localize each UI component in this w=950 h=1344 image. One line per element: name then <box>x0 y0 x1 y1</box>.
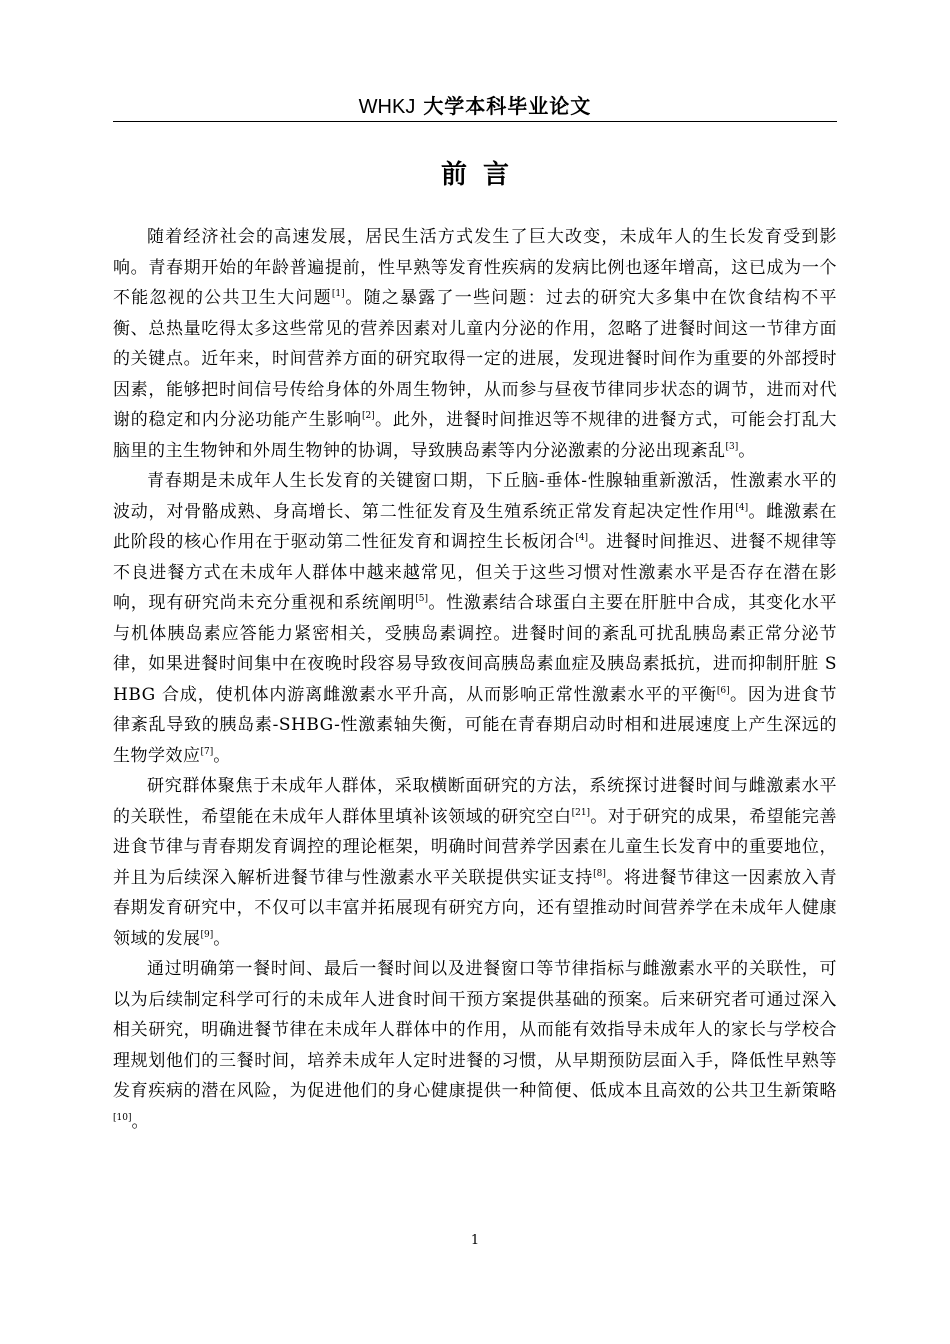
text-run: 。因为进食节律紊乱导致的胰岛素-SHBG-性激素轴失衡，可能在青春期启动时相和进展速度上产生深远的生物学效应 <box>113 684 837 766</box>
text-run: 。 <box>131 1111 149 1132</box>
text-run: 青春期是未成年人生长发育的关键窗口期，下丘脑-垂体-性腺轴重新激活，性激素水平的波动，对骨骼成熟、身高增长、第二性征发育及生殖系统正常发育起决定性作用 <box>113 471 837 522</box>
text-run: 。随之暴露了一些问题：过去的研究大多集中在饮食结构不平衡、总热量吃得太多这些常见的营养因素对儿童内分泌的作用，忽略了进餐时间这一节律方面的关键点。近年来，时间营养方面的研究取得一定的进展，发现进餐时间作为重要的外部授时因素，能够把时间信号传给身体的外周生物钟，从而参与昼夜节律同步状态的调节，进而对代谢的稳定和内分泌功能产生影响 <box>113 288 838 430</box>
paragraph <box>113 466 837 771</box>
body-text <box>113 222 837 1137</box>
header-divider <box>113 121 837 122</box>
citation-marker: [6] <box>716 685 730 696</box>
text-run: 。 <box>213 928 231 949</box>
text-run: 研究群体聚焦于未成年人群体，采取横断面研究的方法，系统探讨进餐时间与雌激素水平的关联性，希望能在未成年人群体里填补该领域的研究空白 <box>113 776 837 827</box>
text-run: 。此外，进餐时间推迟等不规律的进餐方式，可能会打乱大脑里的主生物钟和外周生物钟的协调，导致胰岛素等内分泌激素的分泌出现紊乱 <box>113 410 837 461</box>
citation-marker: [3] <box>725 441 739 452</box>
citation-marker: [5] <box>415 594 429 604</box>
citation-marker: [4] <box>735 502 749 513</box>
citation-marker: [7] <box>200 746 214 757</box>
running-header <box>113 93 837 120</box>
text-run: 。性激素结合球蛋白主要在肝脏中合成，其变化水平与机体胰岛素应答能力紧密相关，受胰岛素调控。进餐时间的紊乱可扰乱胰岛素正常分泌节律，如果进餐时间集中在夜晚时段容易导致夜间高胰岛素血症及胰岛素抵抗，进而抑制肝脏 SHBG 合成，使机体内游离雌激素水平升高，从而影响正常性激素水平的平衡 <box>113 593 837 705</box>
citation-marker: [9] <box>200 929 214 940</box>
citation-marker: [10] <box>113 1112 132 1123</box>
citation-marker: [2] <box>361 411 375 421</box>
citation-marker: [4] <box>575 533 589 543</box>
paragraph <box>113 954 837 1137</box>
text-run: 。雌激素在此阶段的核心作用在于驱动第二性征发育和调控生长板闭合 <box>113 501 837 552</box>
text-run: 。进餐时间推迟、进餐不规律等不良进餐方式在未成年人群体中越来越常见，但关于这些习惯对性激素水平是否存在潜在影响，现有研究尚未充分重视和系统阐明 <box>113 532 837 613</box>
header-title: 大学本科毕业论文 <box>423 94 592 118</box>
citation-marker: [8] <box>593 868 606 879</box>
paragraph <box>113 222 837 466</box>
header-code: WHKJ <box>358 96 416 118</box>
text-run: 。对于研究的成果，希望能完善进食节律与青春期发育调控的理论框架，明确时间营养学因素在儿童生长发育中的重要地位，并且为后续深入解析进餐节律与性激素水平关联提供实证支持 <box>113 806 838 888</box>
text-run: 。 <box>213 745 231 766</box>
page-number: 1 <box>470 1233 480 1248</box>
paragraph <box>113 771 837 954</box>
citation-marker: [1] <box>331 289 345 299</box>
text-run: 。 <box>738 440 756 461</box>
text-run: 。将进餐节律这一因素放入青春期发育研究中，不仅可以丰富并拓展现有研究方向，还有望推动时间营养学在未成年人健康领域的发展 <box>113 867 837 949</box>
citation-marker: [21] <box>571 807 591 818</box>
text-run: 随着经济社会的高速发展，居民生活方式发生了巨大改变，未成年人的生长发育受到影响。青春期开始的年龄普遍提前，性早熟等发育性疾病的发病比例也逐年增高，这已成为一个不能忽视的公共卫生大问题 <box>113 227 837 308</box>
section-title: 前言 <box>440 160 525 190</box>
text-run: 通过明确第一餐时间、最后一餐时间以及进餐窗口等节律指标与雌激素水平的关联性，可以为后续制定科学可行的未成年人进食时间干预方案提供基础的预案。后来研究者可通过深入相关研究，明确进餐节律在未成年人群体中的作用，从而能有效指导未成年人的家长与学校合理规划他们的三餐时间，培养未成年人定时进餐的习惯，从早期预防层面入手，降低性早熟等发育疾病的潜在风险，为促进他们的身心健康提供一种简便、低成本且高效的公共卫生新策略 <box>113 959 837 1101</box>
